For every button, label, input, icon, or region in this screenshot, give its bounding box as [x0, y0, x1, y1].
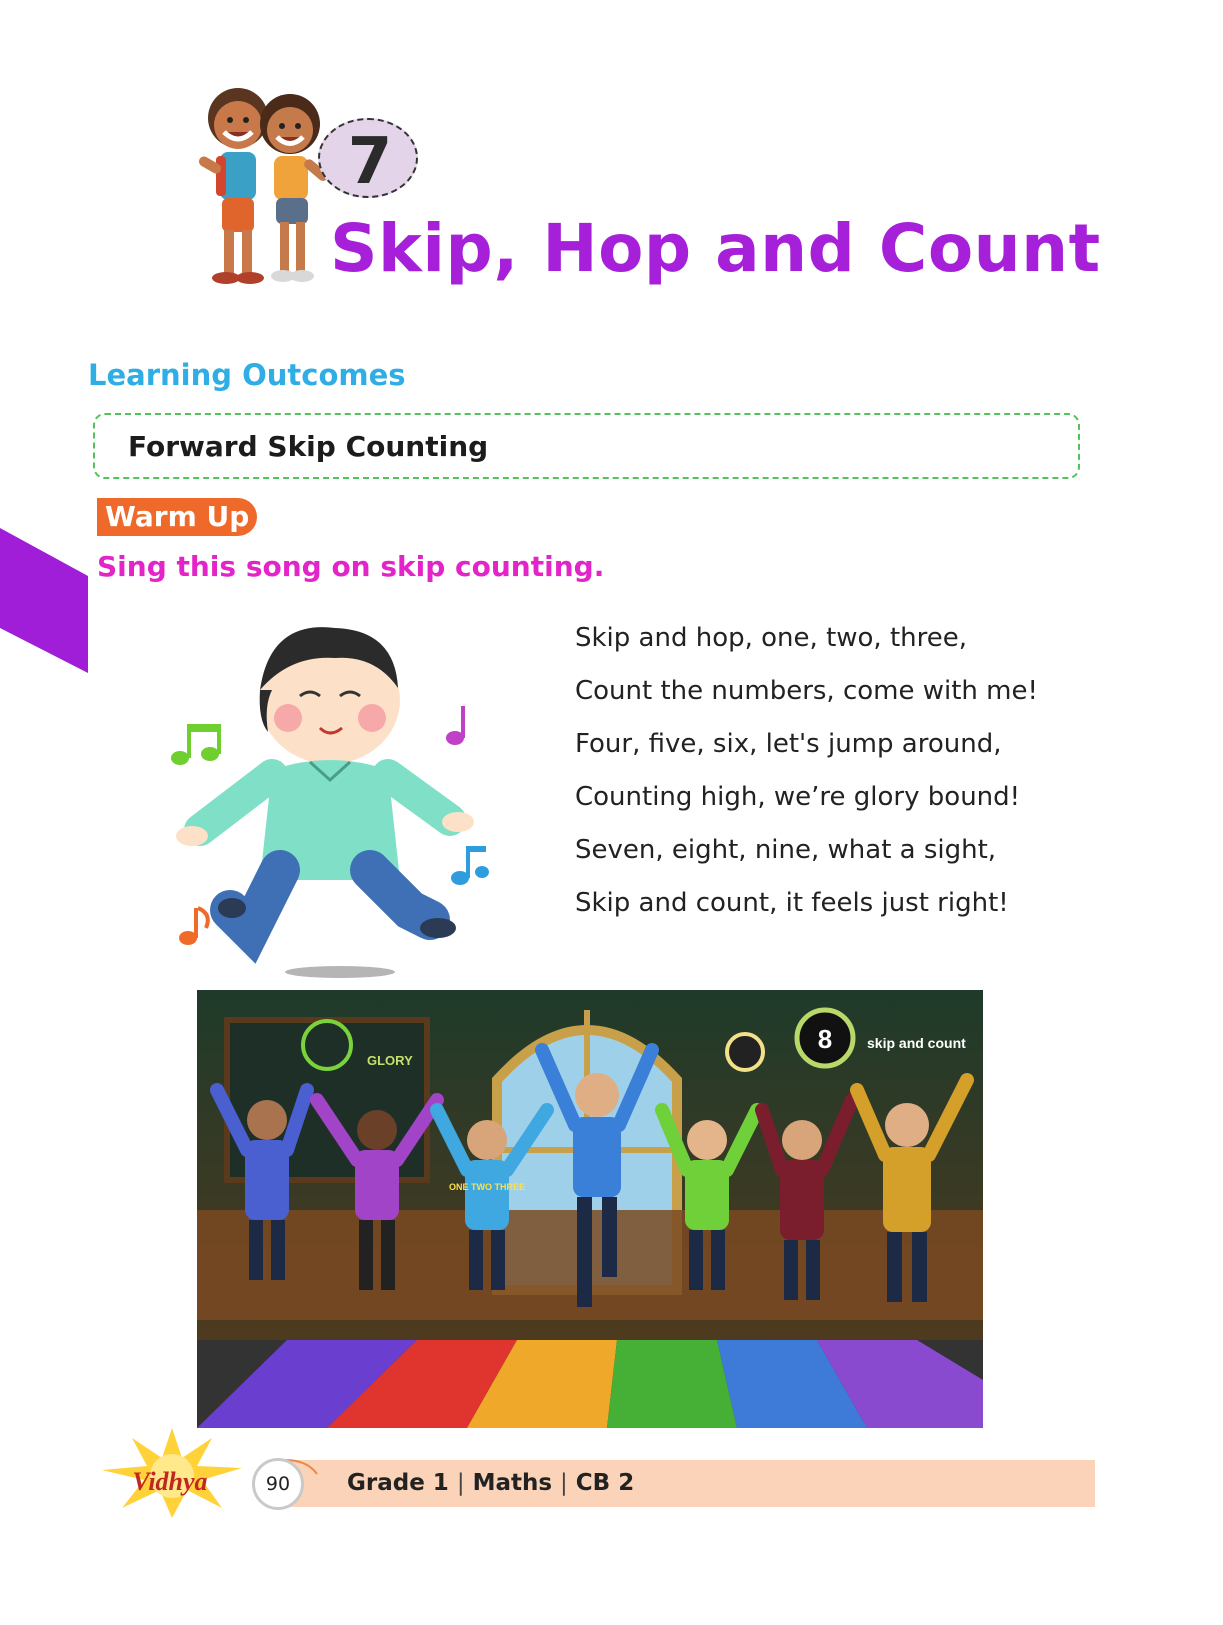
learning-outcome-item: Forward Skip Counting: [128, 430, 489, 463]
warm-up-badge: Warm Up: [97, 498, 257, 536]
music-note-icon: [451, 846, 489, 885]
classroom-jumping-kids-photo: [197, 990, 983, 1428]
footer-grade: Grade 1: [347, 1470, 449, 1496]
music-note-icon: [446, 706, 465, 745]
footer-info: [347, 1470, 634, 1496]
music-note-icon: [179, 908, 208, 945]
song-line: Skip and hop, one, two, three,: [575, 623, 968, 653]
page-number: 90: [265, 1473, 291, 1495]
vidhya-logo: [92, 1428, 252, 1518]
footer-separator: |: [560, 1470, 568, 1496]
song-line: Counting high, we’re glory bound!: [575, 782, 1021, 812]
song-line: Seven, eight, nine, what a sight,: [575, 835, 997, 865]
music-note-icon: [171, 724, 221, 765]
chapter-number: 7: [347, 125, 393, 199]
footer-separator: |: [456, 1470, 465, 1496]
footer-subject: Maths: [472, 1470, 553, 1496]
footer-book: CB 2: [575, 1470, 635, 1496]
song-line: Count the numbers, come with me!: [575, 676, 1038, 706]
chapter-title: Skip, Hop and Count: [330, 210, 1101, 287]
warm-up-instruction: Sing this song on skip counting.: [97, 550, 605, 583]
dancing-boy-illustration: [160, 610, 490, 980]
badge-number: 8: [817, 1024, 833, 1054]
learning-outcomes-heading: Learning Outcomes: [88, 358, 406, 392]
logo-text: Vidhya: [132, 1467, 208, 1496]
shirt-text: ONE TWO THREE: [449, 1182, 525, 1192]
song-line: Skip and count, it feels just right!: [575, 888, 1009, 918]
song-lyrics: [575, 612, 1095, 930]
chapter-kids-illustration: [190, 80, 340, 295]
board-text: GLORY: [367, 1053, 413, 1068]
side-tab-decoration: [0, 528, 88, 673]
song-line: Four, five, six, let's jump around,: [575, 729, 1002, 759]
badge-caption: skip and count: [867, 1035, 966, 1051]
